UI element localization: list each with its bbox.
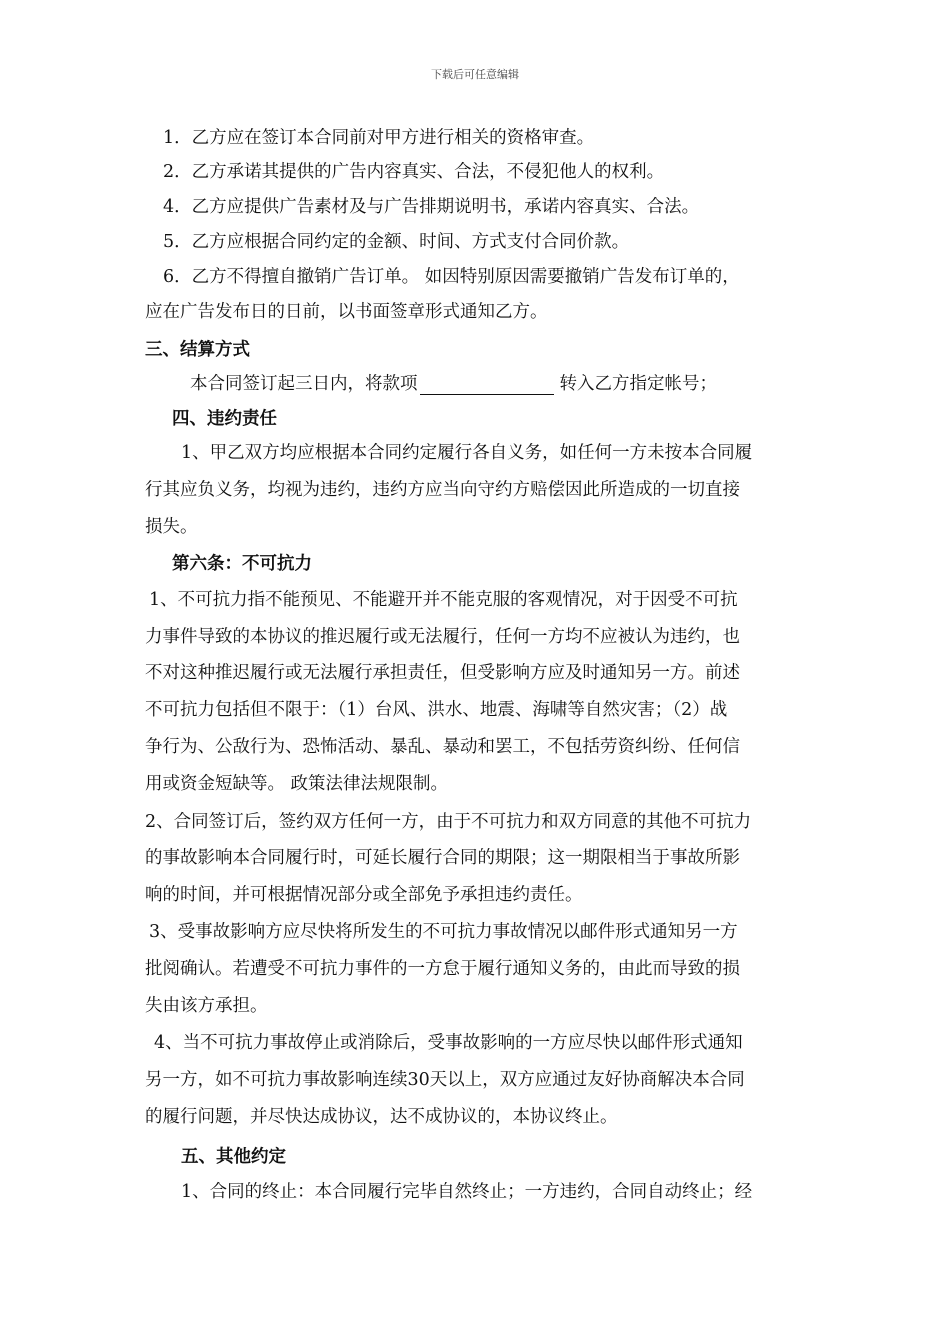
clause-line: 1．乙方应在签订本合同前对甲方进行相关的资格审查。: [163, 128, 595, 148]
amount-blank: [420, 376, 554, 395]
paragraph-line: 4、当不可抗力事故停止或消除后，受事故影响的一方应尽快以邮件形式通知: [154, 1033, 743, 1053]
paragraph-line: 争行为、公敌行为、恐怖活动、暴乱、暴动和罢工，不包括劳资纠纷、任何信: [145, 737, 740, 757]
paragraph-line: 用或资金短缺等。 政策法律法规限制。: [145, 774, 449, 794]
paragraph-line: 1、合同的终止：本合同履行完毕自然终止；一方违约，合同自动终止；经: [181, 1182, 753, 1202]
paragraph-line: 的事故影响本合同履行时，可延长履行合同的期限；这一期限相当于事故所影: [145, 848, 740, 868]
paragraph-line: 1、不可抗力指不能预见、不能避开并不能克服的客观情况，对于因受不可抗: [149, 590, 738, 610]
paragraph-line: 2、合同签订后，签约双方任何一方，由于不可抗力和双方同意的其他不可抗力: [145, 812, 752, 832]
paragraph-line: 1、甲乙双方均应根据本合同约定履行各自义务，如任何一方未按本合同履: [181, 443, 753, 463]
paragraph-line: 3、受事故影响方应尽快将所发生的不可抗力事故情况以邮件形式通知另一方: [149, 922, 738, 942]
clause-line: 6．乙方不得擅自撤销广告订单。 如因特别原因需要撤销广告发布订单的，: [163, 267, 740, 287]
page-header: 下载后可任意编辑: [431, 68, 519, 81]
paragraph-line: 响的时间，并可根据情况部分或全部免予承担违约责任。: [145, 885, 583, 905]
payment-text-end: 转入乙方指定帐号；: [559, 374, 717, 394]
paragraph-line: 失由该方承担。: [145, 996, 268, 1016]
section-heading: 第六条：不可抗力: [172, 554, 312, 574]
paragraph-line: 的履行问题，并尽快达成协议，达不成协议的，本协议终止。: [145, 1107, 618, 1127]
paragraph-line: 力事件导致的本协议的推迟履行或无法履行，任何一方均不应被认为违约，也: [145, 627, 740, 647]
section-heading: 三、结算方式: [145, 340, 250, 360]
paragraph-line: 行其应负义务，均视为违约，违约方应当向守约方赔偿因此所造成的一切直接: [145, 480, 740, 500]
clause-line: 应在广告发布日的日前，以书面签章形式通知乙方。: [145, 302, 548, 322]
section-heading: 四、违约责任: [172, 409, 277, 429]
clause-line: 4．乙方应提供广告素材及与广告排期说明书，承诺内容真实、合法。: [163, 197, 700, 217]
paragraph-line: 批阅确认。若遭受不可抗力事件的一方怠于履行通知义务的，由此而导致的损: [145, 959, 740, 979]
payment-text: 本合同签订起三日内，将款项: [190, 374, 418, 394]
paragraph-line: 不对这种推迟履行或无法履行承担责任，但受影响方应及时通知另一方。前述: [145, 663, 740, 683]
paragraph-line: 不可抗力包括但不限于：（1）台风、洪水、地震、海啸等自然灾害；（2）战: [145, 700, 728, 720]
payment-line: [190, 373, 850, 395]
paragraph-line: 损失。: [145, 517, 198, 537]
paragraph-line: 另一方，如不可抗力事故影响连续30天以上，双方应通过友好协商解决本合同: [145, 1070, 745, 1090]
clause-line: 5．乙方应根据合同约定的金额、时间、方式支付合同价款。: [163, 232, 630, 252]
section-heading: 五、其他约定: [181, 1147, 286, 1167]
clause-line: 2．乙方承诺其提供的广告内容真实、合法，不侵犯他人的权利。: [163, 162, 665, 182]
